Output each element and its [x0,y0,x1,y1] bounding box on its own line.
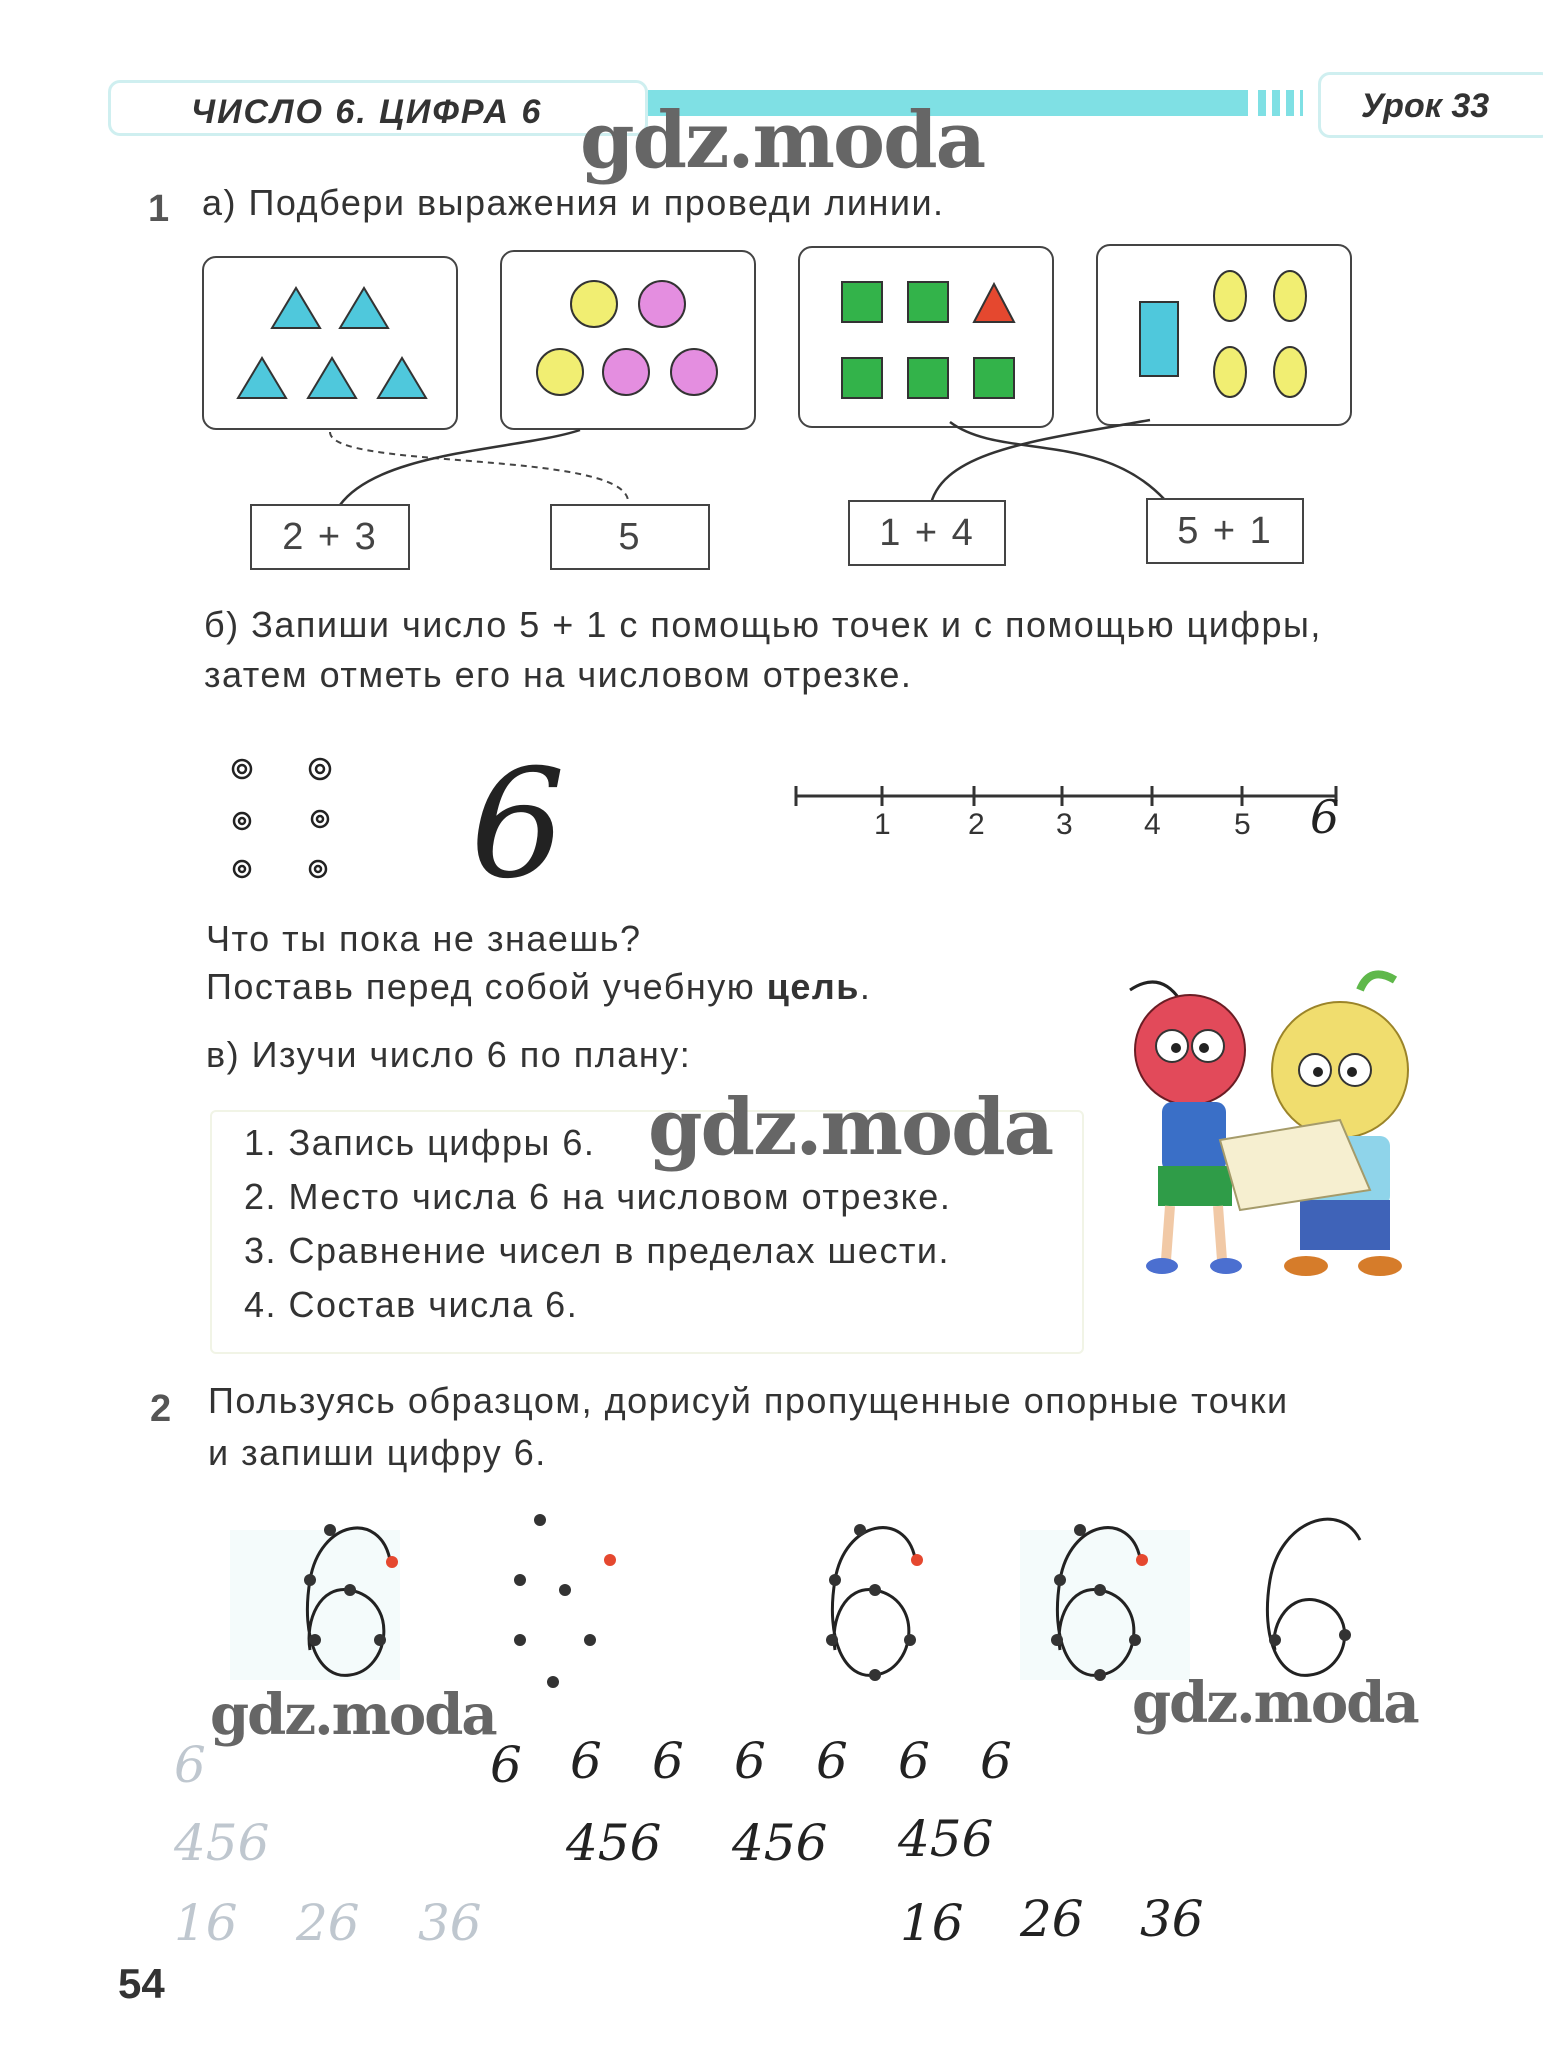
row3-written: 26 [1020,1890,1084,1948]
chapter-title: ЧИСЛО 6. ЦИФРА 6 [191,93,543,131]
watermark: gdz.moda [210,1682,496,1748]
handdrawn-dots [220,745,340,895]
question-line2-suffix: . [859,966,872,1007]
task1-part-v: в) Изучи число 6 по плану: [206,1034,692,1075]
plan-item: 4. Состав числа 6. [244,1284,579,1325]
row2-written: 456 [566,1814,662,1872]
tick-label: 2 [968,808,987,841]
handwritten-six: 6 [470,738,566,912]
question-line1: Что ты пока не знаешь? [206,918,642,959]
matching-lines [0,0,1543,600]
row3-written: 16 [900,1894,964,1952]
expression-box: 2 + 3 [250,504,410,570]
row1-written: 6 [980,1732,1012,1790]
row1-written: 6 [570,1732,602,1790]
row1-written: 6 [816,1732,848,1790]
row3-written: 36 [1140,1890,1204,1948]
lesson-label: Урок 33 [1361,87,1490,125]
plan-item: 2. Место числа 6 на числовом отрезке. [244,1176,952,1217]
number-line-mark: 6 [1310,790,1340,844]
expression-box: 1 + 4 [848,500,1006,566]
expression-box: 5 + 1 [1146,498,1304,564]
task1-part-b-line1: б) Запиши число 5 + 1 с помощью точек и с помощью цифры, [204,604,1322,645]
page-number: 54 [118,1960,165,2007]
row1-written: 6 [490,1736,522,1794]
task2-line2: и запиши цифру 6. [208,1432,547,1473]
question-line2-prefix: Поставь перед собой учебную [206,966,756,1007]
goal-word: цель [766,966,860,1007]
row1-written: 6 [734,1732,766,1790]
task1-part-b-line2: затем отметь его на числовом отрезке. [204,654,913,695]
row3-sample: 26 [296,1894,360,1952]
task2-line1: Пользуясь образцом, дорисуй пропущенные опорные точки [208,1380,1289,1421]
row1-written: 6 [652,1732,684,1790]
tick-label: 1 [874,808,893,841]
row2-written: 456 [732,1814,828,1872]
watermark: gdz.moda [648,1082,1053,1173]
tick-label: 4 [1144,808,1163,841]
row2-sample: 456 [174,1814,270,1872]
task1-part-a: а) Подбери выражения и проведи линии. [202,182,945,223]
question-line2 [206,966,871,1008]
row2-written: 456 [898,1810,994,1868]
task-number: 2 [150,1388,172,1430]
row1-sample: 6 [174,1736,206,1794]
plan-item: 1. Запись цифры 6. [244,1122,596,1163]
row3-sample: 36 [418,1894,482,1952]
watermark: gdz.moda [1132,1670,1418,1736]
row1-written: 6 [898,1732,930,1790]
expression-box: 5 [550,504,710,570]
plan-item: 3. Сравнение чисел в пределах шести. [244,1230,951,1271]
task-number: 1 [148,188,170,230]
characters-illustration [1110,970,1430,1300]
tick-label: 5 [1234,808,1253,841]
row3-sample: 16 [174,1894,238,1952]
watermark: gdz.moda [580,95,985,186]
tick-label: 3 [1056,808,1075,841]
